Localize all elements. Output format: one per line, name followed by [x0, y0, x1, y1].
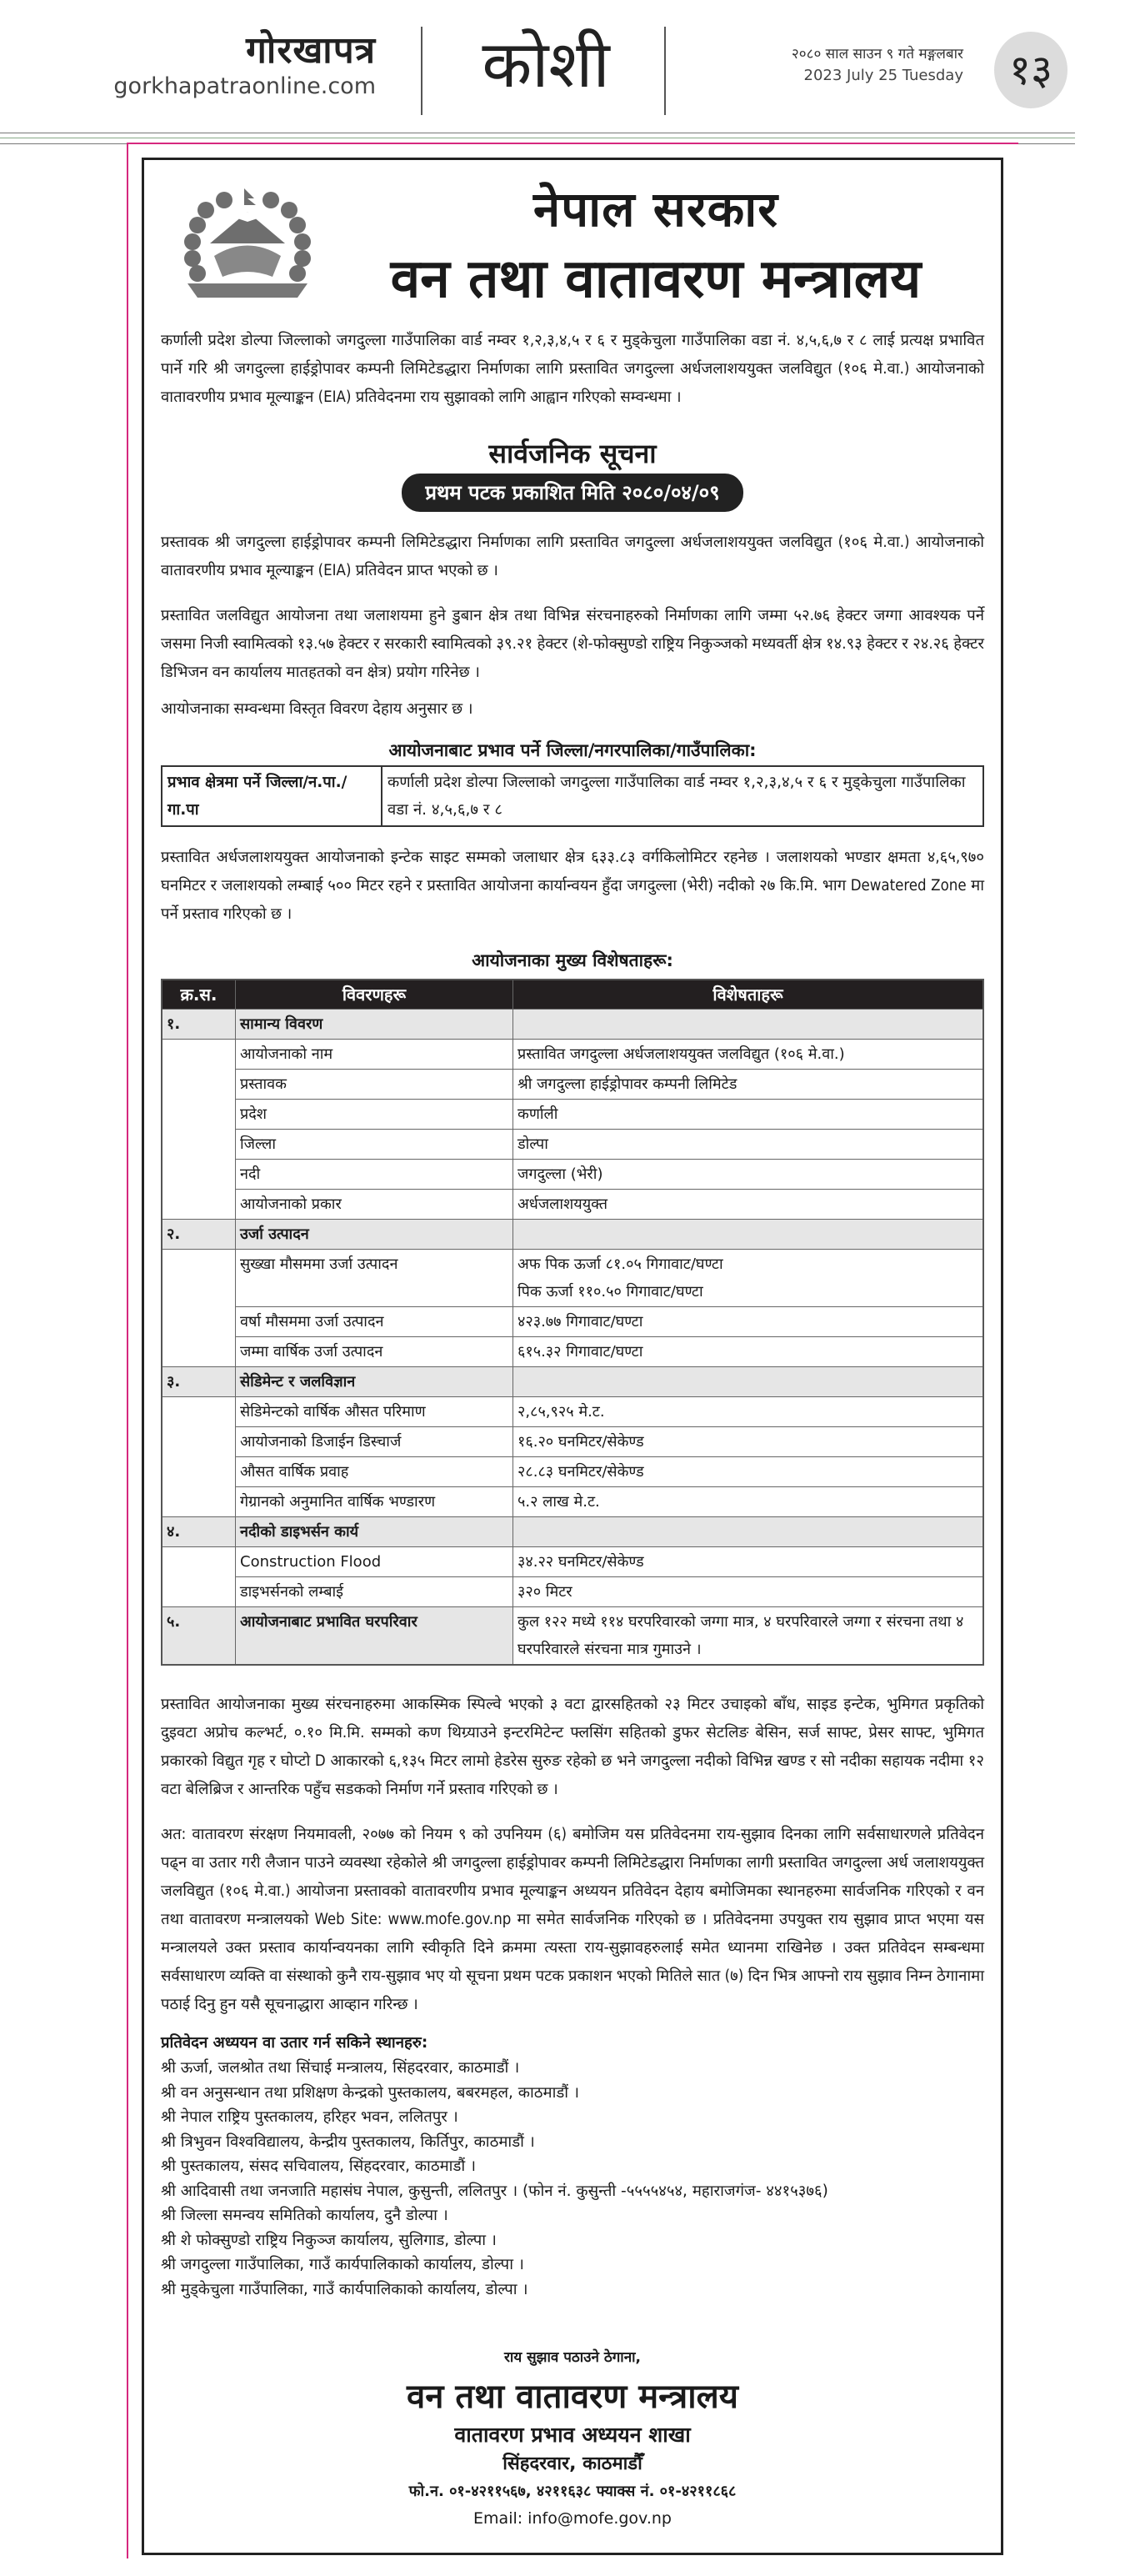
spec-value-cell: [513, 1040, 984, 1070]
spec-label: आयोजनाको नाम: [236, 1040, 513, 1070]
section-number: १.: [162, 1010, 236, 1040]
section-number: ४.: [162, 1517, 236, 1547]
list-item: श्री वन अनुसन्धान तथा प्रशिक्षण केन्द्रको पुस्तकालय, बबरमहल, काठमाडौं ।: [161, 2083, 579, 2102]
spec-label: Construction Flood: [236, 1547, 513, 1577]
spec-value: ३४.२२ घनमिटर/सेकेण्ड: [518, 1553, 644, 1571]
spec-label: वर्षा मौसममा उर्जा उत्पादन: [236, 1307, 513, 1337]
spec-value: पिक ऊर्जा ११०.५० गिगावाट/घण्टा: [518, 1283, 703, 1301]
section-number: २.: [162, 1220, 236, 1250]
empty-cell: [162, 1547, 236, 1577]
locations-list: [161, 2056, 984, 2302]
spec-value-cell: [513, 1190, 984, 1220]
spec-label: सुख्खा मौसममा उर्जा उत्पादन: [236, 1250, 513, 1307]
section-value: कुल १२२ मध्ये ११४ घरपरिवारको जग्गा मात्र, ४ घरपरिवारले जग्गा र संरचना तथा ४ घरपरिवारले संरचना मात्र गुमाउने ।: [513, 1607, 984, 1666]
spec-value: श्री जगदुल्ला हाईड्रोपावर कम्पनी लिमिटेड: [518, 1075, 738, 1093]
list-item: श्री मुड्केचुला गाउँपालिका, गाउँ कार्यपालिकाको कार्यालय, डोल्पा ।: [161, 2280, 528, 2298]
government-title: नेपाल सरकार: [533, 181, 778, 238]
spec-label: जम्मा वार्षिक उर्जा उत्पादन: [236, 1337, 513, 1367]
paragraph: प्रस्तावित अर्धजलाशययुक्त आयोजनाको इन्टेक साइट सम्मको जलाधार क्षेत्र ६३३.८३ वर्गकिलोमिटर रहनेछ । जलाशयको भण्डार क्षमता ४,६५,९७० घनमिटर र जलाशयको लम्बाई ५०० मिटर रहने र प्रस्तावित आयोजना कार्यान्वयन हुँदा जगदुल्ला (भेरी) नदीको २७ कि.मि. भाग Dewatered Zone मा पर्ने प्रस्ताव गरिएको छ ।: [161, 849, 984, 923]
empty-cell: [162, 1577, 236, 1607]
newspaper-masthead: [0, 0, 1130, 133]
section-value: [513, 1517, 984, 1547]
brand-block: [113, 29, 376, 101]
table-row: [162, 1250, 983, 1307]
website-link[interactable]: gorkhapatraonline.com: [113, 73, 376, 99]
empty-cell: [162, 1250, 236, 1307]
spec-value: ३२० मिटर: [518, 1583, 572, 1601]
list-item: श्री शे फोक्सुण्डो राष्ट्रिय निकुञ्ज कार्यालय, सुलिगाड, डोल्पा ।: [161, 2231, 497, 2249]
affected-value: कर्णाली प्रदेश डोल्पा जिल्लाको जगदुल्ला गाउँपालिका वार्ड नम्वर १,२,३,४,५ र ६ र मुड्केचुला गाउँपालिका वडा नं. ४,५,६,७ र ८: [382, 766, 983, 826]
section-value: [513, 1220, 984, 1250]
public-notice-ad: [142, 158, 1003, 2555]
page-number: १३: [994, 32, 1068, 108]
section-row: [162, 1607, 983, 1666]
spec-value: १६.२० घनमिटर/सेकेण्ड: [518, 1433, 644, 1451]
empty-cell: [162, 1130, 236, 1160]
notice-title: सार्वजनिक सूचना: [488, 438, 657, 469]
table-row: [162, 1337, 983, 1367]
date-english: 2023 July 25 Tuesday: [803, 67, 963, 84]
spec-value: ५.२ लाख मे.ट.: [518, 1493, 600, 1511]
spec-value-cell: [513, 1070, 984, 1100]
list-item: श्री पुस्तकालय, संसद सचिवालय, सिंहदरवार, काठमाडौं ।: [161, 2158, 477, 2175]
spec-value: प्रस्तावित जगदुल्ला अर्धजलाशययुक्त जलविद्युत (१०६ मे.वा.): [518, 1045, 845, 1063]
table-row: [162, 1307, 983, 1337]
empty-cell: [162, 1190, 236, 1220]
empty-cell: [162, 1307, 236, 1337]
address: सिंहदरवार, काठमाडौँ: [502, 2453, 642, 2474]
spec-label: औसत वार्षिक प्रवाह: [236, 1457, 513, 1487]
list-item: श्री आदिवासी तथा जनजाति महासंघ नेपाल, कुसुन्ती, ललितपुर । (फोन नं. कुसुन्ती -५५५५४५४, महाराजगंज- ४४१५३७६): [161, 2182, 828, 2200]
table-header-row: [162, 980, 983, 1010]
spec-value-cell: [513, 1130, 984, 1160]
table-row: [162, 1190, 983, 1220]
table-row: [162, 1070, 983, 1100]
section-name: नदीको डाइभर्सन कार्य: [236, 1517, 513, 1547]
project-specs-table: [161, 979, 984, 1666]
spec-label: गेग्रानको अनुमानित वार्षिक भण्डारण: [236, 1487, 513, 1517]
section-row: [162, 1517, 983, 1547]
affected-areas-table: [161, 765, 984, 827]
section-row: [162, 1367, 983, 1397]
divider: [421, 27, 422, 115]
spec-value-cell: [513, 1427, 984, 1457]
spec-value-cell: [513, 1577, 984, 1607]
spec-value: ६१५.३२ गिगावाट/घण्टा: [518, 1343, 643, 1361]
paragraph: प्रस्तावक श्री जगदुल्ला हाईड्रोपावर कम्पनी लिमिटेडद्धारा निर्माणका लागि प्रस्तावित जगदुल्ला अर्धजलाशययुक्त जलविद्युत (१०६ मे.वा.) आयोजनाको वातावरणीय प्रभाव मूल्याङ्कन (EIA) प्रतिवेदन प्राप्त भएको छ ।: [161, 534, 984, 579]
spec-label: आयोजनाको डिजाईन डिस्चार्ज: [236, 1427, 513, 1457]
list-item: श्री जगदुल्ला गाउँपालिका, गाउँ कार्यपालिकाको कार्यालय, डोल्पा ।: [161, 2256, 524, 2273]
list-item: श्री जिल्ला समन्वय समितिको कार्यालय, दुनै डोल्पा ।: [161, 2207, 448, 2224]
empty-cell: [162, 1040, 236, 1070]
paragraph: अत: वातावरण संरक्षण नियमावली, २०७७ को नियम ९ को उपनियम (६) बमोजिम यस प्रतिवेदनमा राय-सुझाव दिनका लागि सर्वसाधारणले प्रतिवेदन पढ्न वा उतार गरी लैजान पाउने व्यवस्था रहेकोले श्री जगदुल्ला हाईड्रोपावर कम्पनी लिमिटेडद्धारा निर्माणका लागी प्रस्तावित जगदुल्ला अर्ध जलाशययुक्त जलविद्युत (१०६ मे.वा.) आयोजना प्रस्तावको वातावरणीय प्रभाव मूल्याङ्कन अध्ययन प्रतिवेदन देहाय बमोजिमका स्थानहरुमा सार्वजनिक गरिएको र वन तथा वातावरण मन्त्रालयको Web Site: www.mofe.gov.np मा समेत सार्वजनिक गरिएको छ । प्रतिवेदनमा उपयुक्त राय सुझाव प्राप्त भएमा यस मन्त्रालयले उक्त प्रस्ताव कार्यान्वयनका लागि स्वीकृति दिने क्रममा त्यस्ता राय-सुझावहरुलाई समेत ध्यानमा राखिनेछ । उक्त प्रतिवेदन सम्बन्धमा सर्वसाधारण व्यक्ति वा संस्थाको कुनै राय-सुझाव भए यो सूचना प्रथम पटक प्रकाशन भएको मितिले सात (७) दिन भित्र आफ्नो राय सुझाव निम्न ठेगानामा पठाई दिनु हुन यसै सूचनाद्धारा आव्हान गरिन्छ ।: [161, 1826, 984, 2013]
affected-areas-title: आयोजनाबाट प्रभाव पर्ने जिल्ला/नगरपालिका/गाउँपालिका:: [388, 740, 757, 760]
paragraph: प्रस्तावित जलविद्युत आयोजना तथा जलाशयमा हुने डुबान क्षेत्र तथा विभिन्न संरचनाहरुको निर्माणका लागि जम्मा ५२.७६ हेक्टर जग्गा आवश्यक पर्ने जसमा निजी स्वामित्वको १३.५७ हेक्टर र सरकारी स्वामित्वको ३९.२१ हेक्टर (शे-फोक्सुण्डो राष्ट्रिय निकुञ्जको मध्यवर्ती क्षेत्र १४.९३ हेक्टर र २४.२६ हेक्टर डिभिजन वन कार्यालय मातहतको वन क्षेत्र) प्रयोग गरिनेछ ।: [161, 607, 984, 681]
empty-cell: [162, 1337, 236, 1367]
section-row: [162, 1010, 983, 1040]
spec-value: २,८५,९२५ मे.ट.: [518, 1403, 605, 1421]
paper-name: गोरखापत्र: [246, 29, 376, 72]
spec-value: अर्धजलाशययुक्त: [518, 1195, 608, 1213]
empty-cell: [162, 1070, 236, 1100]
nepal-emblem-icon: [172, 177, 322, 310]
table-row: [162, 1427, 983, 1457]
accent-rule: [127, 143, 1018, 144]
column-header: विवरणहरू: [236, 980, 513, 1010]
ad-header: [161, 160, 984, 327]
empty-cell: [162, 1160, 236, 1190]
table-row: [162, 1100, 983, 1130]
spec-label: डाइभर्सनको लम्बाई: [236, 1577, 513, 1607]
spec-value-cell: [513, 1337, 984, 1367]
table-row: [162, 1397, 983, 1427]
empty-cell: [162, 1397, 236, 1427]
specs-title: आयोजनाका मुख्य विशेषताहरू:: [472, 950, 673, 970]
affected-label: प्रभाव क्षेत्रमा पर्ने जिल्ला/न.पा./गा.पा: [162, 766, 382, 826]
table-row: [162, 1577, 983, 1607]
column-header: क्र.स.: [162, 980, 236, 1010]
date-nepali: २०८० साल साउन ९ गते मङ्गलबार: [791, 46, 963, 63]
spec-value: अफ पिक ऊर्जा ८१.०५ गिगावाट/घण्टा: [518, 1255, 723, 1273]
spec-value-cell: [513, 1250, 984, 1307]
spec-label: प्रस्तावक: [236, 1070, 513, 1100]
divider: [664, 27, 666, 115]
section-value: [513, 1367, 984, 1397]
column-header: विशेषताहरू: [513, 980, 984, 1010]
section-row: [162, 1220, 983, 1250]
spec-value-cell: [513, 1160, 984, 1190]
empty-cell: [162, 1100, 236, 1130]
section-name: आयोजनाबाट प्रभावित घरपरिवार: [236, 1607, 513, 1666]
ministry-name: वन तथा वातावरण मन्त्रालय: [407, 2378, 738, 2416]
spec-value: डोल्पा: [518, 1135, 548, 1153]
section-name: सामान्य विवरण: [236, 1010, 513, 1040]
spec-value: कर्णाली: [518, 1105, 558, 1123]
ministry-title: वन तथा वातावरण मन्त्रालय: [390, 248, 922, 310]
ad-title: [328, 175, 984, 315]
spec-label: प्रदेश: [236, 1100, 513, 1130]
table-row: [162, 1487, 983, 1517]
paragraph: आयोजनाका सम्वन्धमा विस्तृत विवरण देहाय अनुसार छ ।: [161, 700, 473, 718]
send-to-label: राय सुझाव पठाउने ठेगाना,: [503, 2349, 641, 2366]
locations-title: प्रतिवेदन अध्ययन वा उतार गर्न सकिने स्थानहरु:: [161, 2034, 428, 2052]
section-number: ५.: [162, 1607, 236, 1666]
date-block: [792, 43, 963, 87]
empty-cell: [162, 1427, 236, 1457]
table-row: [162, 1040, 983, 1070]
publication-date-badge: प्रथम पटक प्रकाशित मिति २०८०/०४/०९: [402, 474, 742, 512]
email-link[interactable]: Email: info@mofe.gov.np: [473, 2509, 672, 2528]
empty-cell: [162, 1457, 236, 1487]
list-item: श्री नेपाल राष्ट्रिय पुस्तकालय, हरिहर भवन, ललितपुर ।: [161, 2108, 458, 2126]
spec-value-cell: [513, 1397, 984, 1427]
section-name: सेडिमेन्ट र जलविज्ञान: [236, 1367, 513, 1397]
table-row: [162, 1160, 983, 1190]
list-item: श्री त्रिभुवन विश्वविद्यालय, केन्द्रीय पुस्तकालय, किर्तिपुर, काठमाडौं ।: [161, 2132, 535, 2151]
list-item: श्री ऊर्जा, जलश्रोत तथा सिंचाई मन्त्रालय, सिंहदरवार, काठमाडौं ।: [161, 2059, 520, 2077]
spec-value-cell: [513, 1457, 984, 1487]
table-row: [162, 1457, 983, 1487]
empty-cell: [162, 1487, 236, 1517]
accent-rule: [127, 143, 128, 2558]
section-value: [513, 1010, 984, 1040]
spec-label: सेडिमेन्टको वार्षिक औसत परिमाण: [236, 1397, 513, 1427]
spec-value: ४२३.७७ गिगावाट/घण्टा: [518, 1313, 643, 1331]
subject-paragraph: कर्णाली प्रदेश डोल्पा जिल्लाको जगदुल्ला गाउँपालिका वार्ड नम्वर १,२,३,४,५ र ६ र मुड्केचुला गाउँपालिका वडा नं. ४,५,६,७ र ८ लाई प्रत्यक्ष प्रभावित पार्ने गरि श्री जगदुल्ला हाईड्रोपावर कम्पनी लिमिटेडद्धारा निर्माणका लागि प्रस्तावित जगदुल्ला अर्धजलाशययुक्त जलविद्युत (१०६ मे.वा.) आयोजनाको वातावरणीय प्रभाव मूल्याङ्कन (EIA) प्रतिवेदनमा राय सुझावको लागि आह्वान गरिएको सम्वन्धमा ।: [161, 332, 984, 406]
table-row: [162, 766, 983, 826]
phone-fax: फो.न. ०१-४२११५६७, ४२११६३८ फ्याक्स नं. ०१-४२११८६८: [408, 2483, 737, 2500]
table-row: [162, 1130, 983, 1160]
spec-value: २८.८३ घनमिटर/सेकेण्ड: [518, 1463, 644, 1481]
spec-value: जगदुल्ला (भेरी): [518, 1165, 603, 1183]
section-number: ३.: [162, 1367, 236, 1397]
contact-block: [161, 2345, 984, 2532]
spec-value-cell: [513, 1307, 984, 1337]
spec-label: जिल्ला: [236, 1130, 513, 1160]
branch-name: वातावरण प्रभाव अध्ययन शाखा: [454, 2423, 691, 2447]
section-name: उर्जा उत्पादन: [236, 1220, 513, 1250]
spec-label: आयोजनाको प्रकार: [236, 1190, 513, 1220]
spec-value-cell: [513, 1547, 984, 1577]
paragraph: प्रस्तावित आयोजनाका मुख्य संरचनाहरुमा आकस्मिक स्पिल्वे भएको ३ वटा द्वारसहितको २३ मिटर उचाइको बाँध, साइड इन्टेक, भुमिगत प्रकृतिको दुइवटा अप्रोच कल्भर्ट, ०.१० मि.मि. सम्मको कण थिग्र्याउने इन्टरमिटेन्ट फ्लसिंग सहितको डुफर सेटलिङ बेसिन, सर्ज साफ्ट, प्रेसर साफ्ट, भुमिगत प्रकारको विद्युत गृह र घोप्टो D आकारको ६,१३५ मिटर लामो हेडरेस सुरुङ रहेको छ भने जगदुल्ला नदीको विभिन्न खण्ड र सो नदीका सहायक नदीमा १२ वटा बेलिब्रिज र आन्तरिक पहुँच सडकको निर्माण गर्ने प्रस्ताव गरिएको छ ।: [161, 1696, 984, 1798]
section-name: कोशी: [482, 28, 610, 103]
spec-value-cell: [513, 1487, 984, 1517]
spec-value-cell: [513, 1100, 984, 1130]
table-row: [162, 1547, 983, 1577]
spec-label: नदी: [236, 1160, 513, 1190]
